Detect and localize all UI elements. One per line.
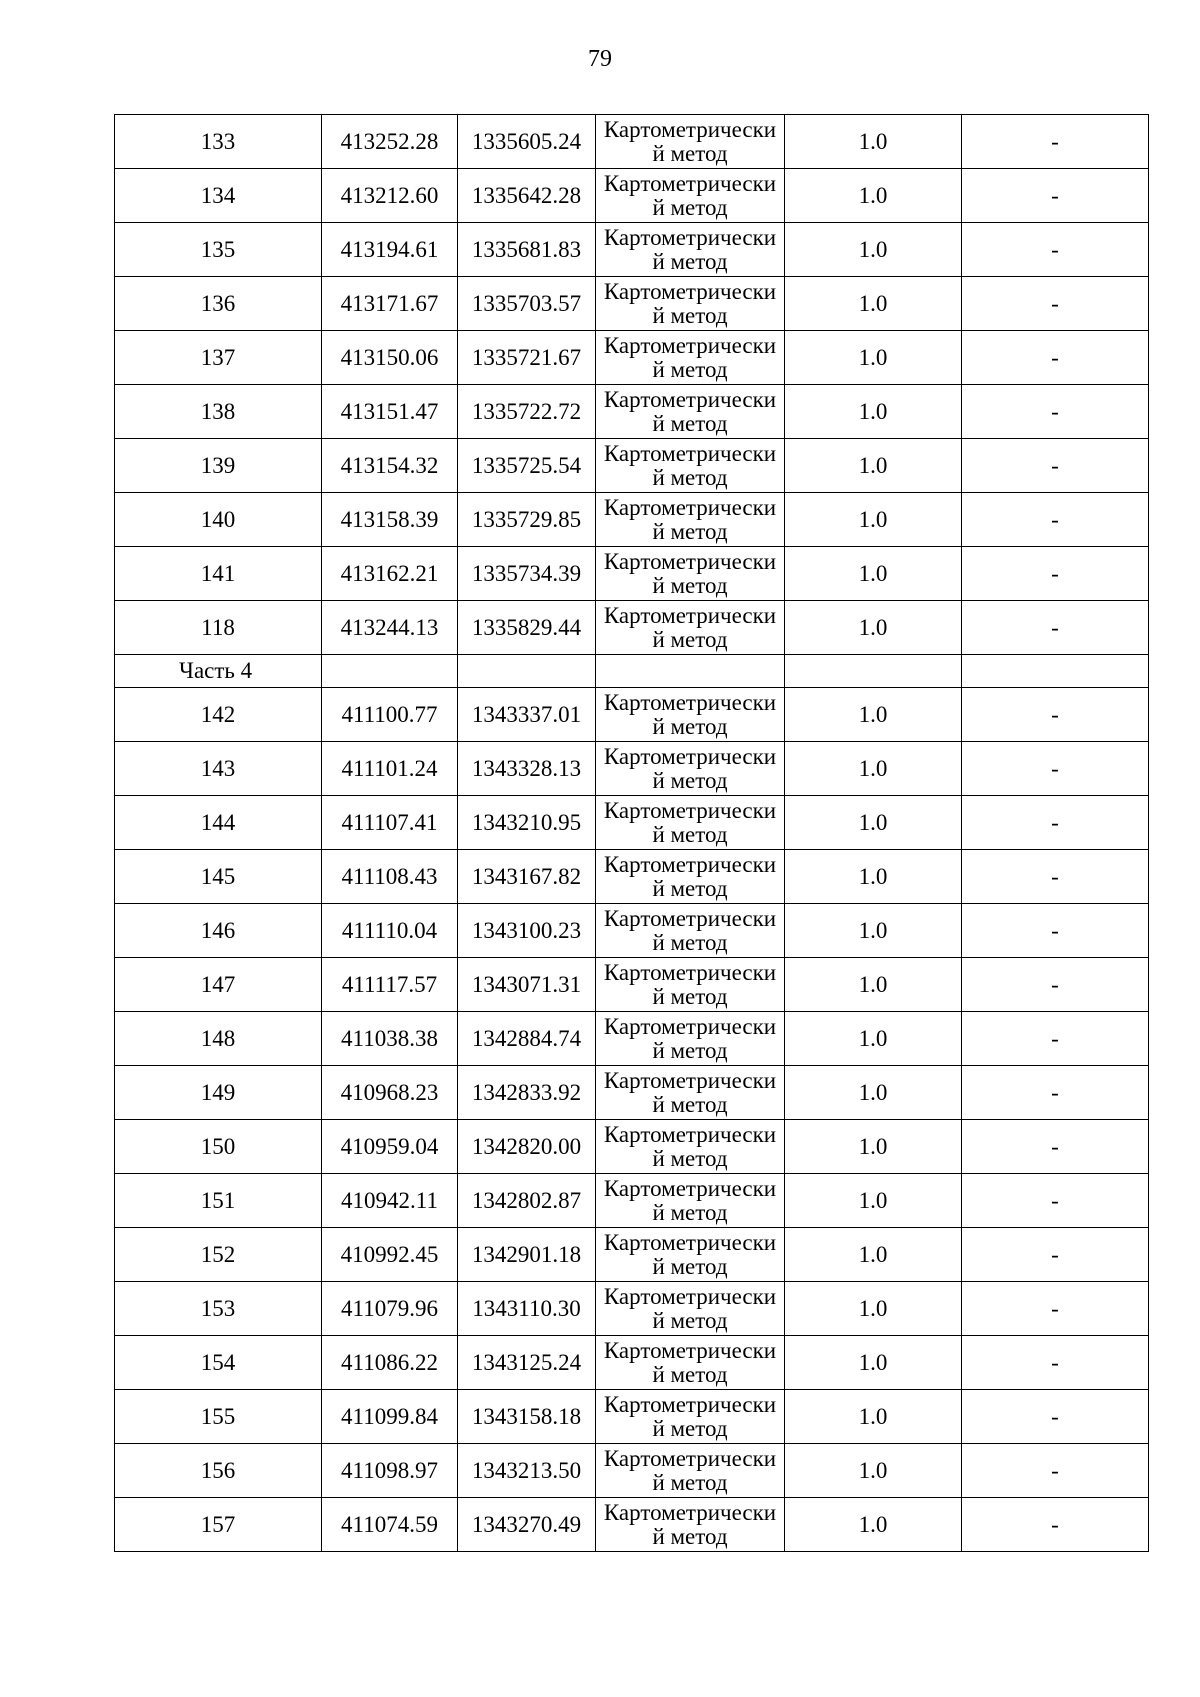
method-line-1: Картометрически bbox=[603, 1175, 777, 1201]
accuracy-cell: 1.0 bbox=[785, 331, 962, 385]
table-row bbox=[115, 547, 1149, 601]
point-number-cell: 133 bbox=[115, 115, 322, 169]
accuracy-cell: 1.0 bbox=[785, 601, 962, 655]
method-line-2: й метод bbox=[652, 713, 728, 739]
y-coordinate-cell: 1335721.67 bbox=[458, 331, 596, 385]
y-coordinate-cell: 1343158.18 bbox=[458, 1390, 596, 1444]
method-line-2: й метод bbox=[652, 518, 728, 544]
method-cell bbox=[596, 439, 785, 493]
method-cell bbox=[596, 904, 785, 958]
accuracy-cell: 1.0 bbox=[785, 1282, 962, 1336]
accuracy-cell: 1.0 bbox=[785, 223, 962, 277]
y-coordinate-cell: 1343071.31 bbox=[458, 958, 596, 1012]
accuracy-cell: 1.0 bbox=[785, 115, 962, 169]
x-coordinate-cell: 411074.59 bbox=[322, 1498, 458, 1552]
method-cell bbox=[596, 1444, 785, 1498]
accuracy-cell: 1.0 bbox=[785, 688, 962, 742]
accuracy-cell: 1.0 bbox=[785, 277, 962, 331]
x-coordinate-cell: 411107.41 bbox=[322, 796, 458, 850]
point-number-cell: 150 bbox=[115, 1120, 322, 1174]
method-line-2: й метод bbox=[652, 410, 728, 436]
method-line-1: Картометрически bbox=[603, 797, 777, 823]
method-line-1: Картометрически bbox=[603, 1283, 777, 1309]
note-cell: - bbox=[962, 958, 1149, 1012]
y-coordinate-cell: 1343337.01 bbox=[458, 688, 596, 742]
point-number-cell: 118 bbox=[115, 601, 322, 655]
method-cell bbox=[596, 742, 785, 796]
note-cell: - bbox=[962, 439, 1149, 493]
point-number-cell: 144 bbox=[115, 796, 322, 850]
method-line-2: й метод bbox=[652, 1361, 728, 1387]
table-row bbox=[115, 1066, 1149, 1120]
table-row bbox=[115, 1228, 1149, 1282]
note-cell: - bbox=[962, 223, 1149, 277]
y-coordinate-cell: 1343213.50 bbox=[458, 1444, 596, 1498]
method-line-1: Картометрически bbox=[603, 278, 777, 304]
note-cell: - bbox=[962, 1390, 1149, 1444]
table-row bbox=[115, 1012, 1149, 1066]
accuracy-cell: 1.0 bbox=[785, 169, 962, 223]
method-line-1: Картометрически bbox=[603, 1391, 777, 1417]
method-line-2: й метод bbox=[652, 248, 728, 274]
table-row bbox=[115, 958, 1149, 1012]
method-line-1: Картометрически bbox=[603, 548, 777, 574]
table-row bbox=[115, 1174, 1149, 1228]
y-coordinate-cell: 1335734.39 bbox=[458, 547, 596, 601]
method-cell bbox=[596, 850, 785, 904]
table-row bbox=[115, 1390, 1149, 1444]
x-coordinate-cell: 411101.24 bbox=[322, 742, 458, 796]
table-row bbox=[115, 1120, 1149, 1174]
point-number-cell: 137 bbox=[115, 331, 322, 385]
point-number-cell: 149 bbox=[115, 1066, 322, 1120]
note-cell: - bbox=[962, 1444, 1149, 1498]
method-line-2: й метод bbox=[652, 875, 728, 901]
x-coordinate-cell: 413151.47 bbox=[322, 385, 458, 439]
coordinates-table-body bbox=[115, 115, 1149, 1552]
point-number-cell: 141 bbox=[115, 547, 322, 601]
y-coordinate-cell: 1343210.95 bbox=[458, 796, 596, 850]
method-line-2: й метод bbox=[652, 1145, 728, 1171]
accuracy-cell: 1.0 bbox=[785, 1228, 962, 1282]
method-line-1: Картометрически bbox=[603, 332, 777, 358]
method-line-1: Картометрически bbox=[603, 1499, 777, 1525]
empty-cell bbox=[785, 655, 962, 688]
x-coordinate-cell: 413212.60 bbox=[322, 169, 458, 223]
method-line-2: й метод bbox=[652, 356, 728, 382]
method-line-2: й метод bbox=[652, 626, 728, 652]
y-coordinate-cell: 1343110.30 bbox=[458, 1282, 596, 1336]
point-number-cell: 151 bbox=[115, 1174, 322, 1228]
point-number-cell: 139 bbox=[115, 439, 322, 493]
table-row bbox=[115, 1498, 1149, 1552]
empty-cell bbox=[596, 655, 785, 688]
method-line-1: Картометрически bbox=[603, 224, 777, 250]
method-cell bbox=[596, 223, 785, 277]
note-cell: - bbox=[962, 904, 1149, 958]
method-cell bbox=[596, 385, 785, 439]
method-line-1: Картометрически bbox=[603, 1121, 777, 1147]
method-line-1: Картометрически bbox=[603, 116, 777, 142]
table-row bbox=[115, 742, 1149, 796]
table-row bbox=[115, 331, 1149, 385]
point-number-cell: 143 bbox=[115, 742, 322, 796]
page-number: 79 bbox=[588, 46, 612, 72]
point-number-cell: 135 bbox=[115, 223, 322, 277]
method-line-1: Картометрически bbox=[603, 851, 777, 877]
note-cell: - bbox=[962, 385, 1149, 439]
note-cell: - bbox=[962, 115, 1149, 169]
accuracy-cell: 1.0 bbox=[785, 439, 962, 493]
accuracy-cell: 1.0 bbox=[785, 1120, 962, 1174]
note-cell: - bbox=[962, 1120, 1149, 1174]
x-coordinate-cell: 413154.32 bbox=[322, 439, 458, 493]
note-cell: - bbox=[962, 850, 1149, 904]
table-row bbox=[115, 1444, 1149, 1498]
method-cell bbox=[596, 1498, 785, 1552]
point-number-cell: 142 bbox=[115, 688, 322, 742]
accuracy-cell: 1.0 bbox=[785, 904, 962, 958]
y-coordinate-cell: 1335729.85 bbox=[458, 493, 596, 547]
y-coordinate-cell: 1343270.49 bbox=[458, 1498, 596, 1552]
method-line-1: Картометрически bbox=[603, 905, 777, 931]
accuracy-cell: 1.0 bbox=[785, 958, 962, 1012]
table-row bbox=[115, 385, 1149, 439]
empty-cell bbox=[962, 655, 1149, 688]
x-coordinate-cell: 411099.84 bbox=[322, 1390, 458, 1444]
table-row bbox=[115, 1282, 1149, 1336]
empty-cell bbox=[458, 655, 596, 688]
method-cell bbox=[596, 1066, 785, 1120]
section-row bbox=[115, 655, 1149, 688]
y-coordinate-cell: 1343100.23 bbox=[458, 904, 596, 958]
point-number-cell: 146 bbox=[115, 904, 322, 958]
note-cell: - bbox=[962, 742, 1149, 796]
y-coordinate-cell: 1342833.92 bbox=[458, 1066, 596, 1120]
table-row bbox=[115, 115, 1149, 169]
y-coordinate-cell: 1342884.74 bbox=[458, 1012, 596, 1066]
y-coordinate-cell: 1335681.83 bbox=[458, 223, 596, 277]
point-number-cell: 148 bbox=[115, 1012, 322, 1066]
method-line-2: й метод bbox=[652, 1199, 728, 1225]
method-cell bbox=[596, 277, 785, 331]
table-row bbox=[115, 439, 1149, 493]
table-row bbox=[115, 904, 1149, 958]
point-number-cell: 136 bbox=[115, 277, 322, 331]
point-number-cell: 138 bbox=[115, 385, 322, 439]
table-row bbox=[115, 688, 1149, 742]
accuracy-cell: 1.0 bbox=[785, 1390, 962, 1444]
x-coordinate-cell: 413244.13 bbox=[322, 601, 458, 655]
x-coordinate-cell: 410968.23 bbox=[322, 1066, 458, 1120]
method-line-1: Картометрически bbox=[603, 602, 777, 628]
method-cell bbox=[596, 547, 785, 601]
point-number-cell: 153 bbox=[115, 1282, 322, 1336]
method-line-1: Картометрически bbox=[603, 1067, 777, 1093]
method-line-2: й метод bbox=[652, 767, 728, 793]
method-line-1: Картометрически bbox=[603, 494, 777, 520]
note-cell: - bbox=[962, 1228, 1149, 1282]
table-row bbox=[115, 169, 1149, 223]
x-coordinate-cell: 413150.06 bbox=[322, 331, 458, 385]
method-line-1: Картометрически bbox=[603, 689, 777, 715]
y-coordinate-cell: 1342802.87 bbox=[458, 1174, 596, 1228]
accuracy-cell: 1.0 bbox=[785, 1174, 962, 1228]
note-cell: - bbox=[962, 1336, 1149, 1390]
method-line-1: Картометрически bbox=[603, 1013, 777, 1039]
table-row bbox=[115, 601, 1149, 655]
accuracy-cell: 1.0 bbox=[785, 1066, 962, 1120]
method-line-2: й метод bbox=[652, 1523, 728, 1549]
method-line-2: й метод bbox=[652, 821, 728, 847]
method-line-1: Картометрически bbox=[603, 1229, 777, 1255]
method-cell bbox=[596, 1390, 785, 1444]
accuracy-cell: 1.0 bbox=[785, 796, 962, 850]
point-number-cell: 140 bbox=[115, 493, 322, 547]
method-cell bbox=[596, 958, 785, 1012]
method-cell bbox=[596, 1174, 785, 1228]
note-cell: - bbox=[962, 493, 1149, 547]
note-cell: - bbox=[962, 1012, 1149, 1066]
y-coordinate-cell: 1335722.72 bbox=[458, 385, 596, 439]
method-cell bbox=[596, 1120, 785, 1174]
y-coordinate-cell: 1335725.54 bbox=[458, 439, 596, 493]
method-cell bbox=[596, 493, 785, 547]
coordinates-table bbox=[114, 114, 1149, 1552]
y-coordinate-cell: 1343125.24 bbox=[458, 1336, 596, 1390]
section-label: Часть 4 bbox=[115, 655, 322, 688]
method-line-2: й метод bbox=[652, 194, 728, 220]
method-line-2: й метод bbox=[652, 140, 728, 166]
y-coordinate-cell: 1342901.18 bbox=[458, 1228, 596, 1282]
method-line-1: Картометрически bbox=[603, 170, 777, 196]
method-line-1: Картометрически bbox=[603, 386, 777, 412]
x-coordinate-cell: 410959.04 bbox=[322, 1120, 458, 1174]
method-cell bbox=[596, 688, 785, 742]
method-line-2: й метод bbox=[652, 1469, 728, 1495]
method-cell bbox=[596, 796, 785, 850]
x-coordinate-cell: 411110.04 bbox=[322, 904, 458, 958]
method-line-1: Картометрически bbox=[603, 743, 777, 769]
note-cell: - bbox=[962, 169, 1149, 223]
accuracy-cell: 1.0 bbox=[785, 493, 962, 547]
accuracy-cell: 1.0 bbox=[785, 742, 962, 796]
point-number-cell: 134 bbox=[115, 169, 322, 223]
x-coordinate-cell: 411038.38 bbox=[322, 1012, 458, 1066]
accuracy-cell: 1.0 bbox=[785, 1444, 962, 1498]
x-coordinate-cell: 411117.57 bbox=[322, 958, 458, 1012]
y-coordinate-cell: 1335605.24 bbox=[458, 115, 596, 169]
method-cell bbox=[596, 169, 785, 223]
note-cell: - bbox=[962, 547, 1149, 601]
method-line-2: й метод bbox=[652, 1253, 728, 1279]
point-number-cell: 152 bbox=[115, 1228, 322, 1282]
method-cell bbox=[596, 1228, 785, 1282]
table-row bbox=[115, 1336, 1149, 1390]
note-cell: - bbox=[962, 331, 1149, 385]
accuracy-cell: 1.0 bbox=[785, 1498, 962, 1552]
method-line-2: й метод bbox=[652, 983, 728, 1009]
method-line-2: й метод bbox=[652, 464, 728, 490]
point-number-cell: 157 bbox=[115, 1498, 322, 1552]
table-row bbox=[115, 493, 1149, 547]
note-cell: - bbox=[962, 796, 1149, 850]
note-cell: - bbox=[962, 1282, 1149, 1336]
table-row bbox=[115, 850, 1149, 904]
method-line-2: й метод bbox=[652, 1307, 728, 1333]
method-line-1: Картометрически bbox=[603, 959, 777, 985]
x-coordinate-cell: 413194.61 bbox=[322, 223, 458, 277]
method-line-1: Картометрически bbox=[603, 1337, 777, 1363]
accuracy-cell: 1.0 bbox=[785, 1336, 962, 1390]
method-cell bbox=[596, 1336, 785, 1390]
note-cell: - bbox=[962, 1066, 1149, 1120]
method-line-2: й метод bbox=[652, 1415, 728, 1441]
accuracy-cell: 1.0 bbox=[785, 850, 962, 904]
accuracy-cell: 1.0 bbox=[785, 547, 962, 601]
method-line-2: й метод bbox=[652, 302, 728, 328]
x-coordinate-cell: 413252.28 bbox=[322, 115, 458, 169]
point-number-cell: 156 bbox=[115, 1444, 322, 1498]
y-coordinate-cell: 1335642.28 bbox=[458, 169, 596, 223]
method-line-2: й метод bbox=[652, 929, 728, 955]
y-coordinate-cell: 1342820.00 bbox=[458, 1120, 596, 1174]
point-number-cell: 147 bbox=[115, 958, 322, 1012]
method-cell bbox=[596, 601, 785, 655]
method-cell bbox=[596, 1282, 785, 1336]
accuracy-cell: 1.0 bbox=[785, 385, 962, 439]
method-cell bbox=[596, 1012, 785, 1066]
note-cell: - bbox=[962, 277, 1149, 331]
x-coordinate-cell: 411086.22 bbox=[322, 1336, 458, 1390]
method-line-2: й метод bbox=[652, 1091, 728, 1117]
point-number-cell: 145 bbox=[115, 850, 322, 904]
table-row bbox=[115, 796, 1149, 850]
method-line-1: Картометрически bbox=[603, 1445, 777, 1471]
x-coordinate-cell: 410942.11 bbox=[322, 1174, 458, 1228]
method-line-1: Картометрически bbox=[603, 440, 777, 466]
x-coordinate-cell: 411098.97 bbox=[322, 1444, 458, 1498]
note-cell: - bbox=[962, 1174, 1149, 1228]
point-number-cell: 155 bbox=[115, 1390, 322, 1444]
y-coordinate-cell: 1343328.13 bbox=[458, 742, 596, 796]
y-coordinate-cell: 1335703.57 bbox=[458, 277, 596, 331]
x-coordinate-cell: 411108.43 bbox=[322, 850, 458, 904]
y-coordinate-cell: 1335829.44 bbox=[458, 601, 596, 655]
x-coordinate-cell: 411100.77 bbox=[322, 688, 458, 742]
method-line-2: й метод bbox=[652, 572, 728, 598]
x-coordinate-cell: 413171.67 bbox=[322, 277, 458, 331]
y-coordinate-cell: 1343167.82 bbox=[458, 850, 596, 904]
table-row bbox=[115, 223, 1149, 277]
note-cell: - bbox=[962, 601, 1149, 655]
x-coordinate-cell: 410992.45 bbox=[322, 1228, 458, 1282]
x-coordinate-cell: 413162.21 bbox=[322, 547, 458, 601]
method-cell bbox=[596, 115, 785, 169]
method-cell bbox=[596, 331, 785, 385]
accuracy-cell: 1.0 bbox=[785, 1012, 962, 1066]
table-row bbox=[115, 277, 1149, 331]
method-line-2: й метод bbox=[652, 1037, 728, 1063]
note-cell: - bbox=[962, 1498, 1149, 1552]
note-cell: - bbox=[962, 688, 1149, 742]
empty-cell bbox=[322, 655, 458, 688]
point-number-cell: 154 bbox=[115, 1336, 322, 1390]
x-coordinate-cell: 413158.39 bbox=[322, 493, 458, 547]
x-coordinate-cell: 411079.96 bbox=[322, 1282, 458, 1336]
